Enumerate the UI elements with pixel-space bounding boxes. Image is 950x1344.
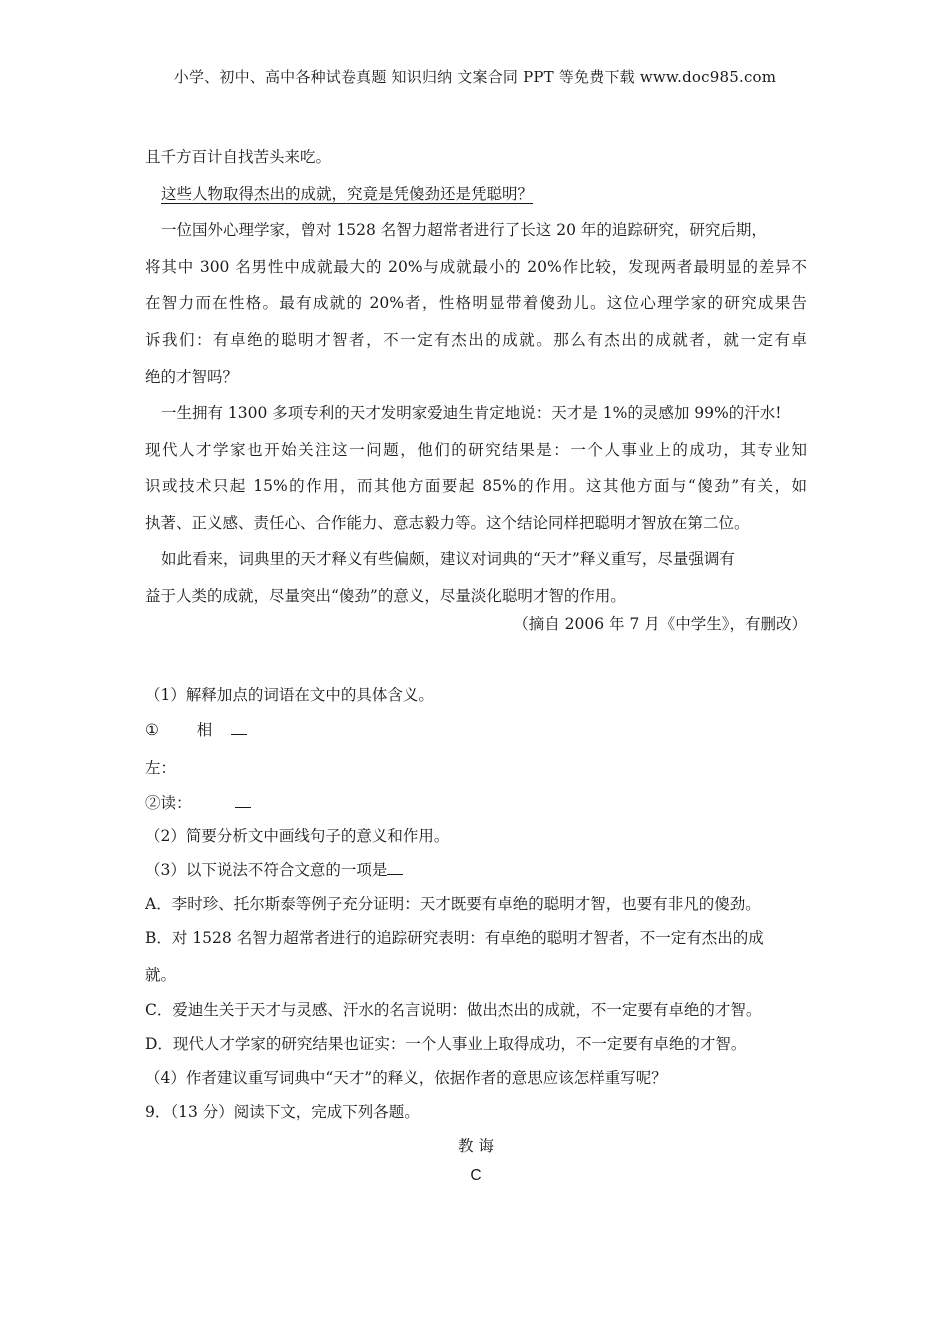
paragraph-line: 一位国外心理学家，曾对 1528 名智力超常者进行了长这 20 年的追踪研究，研究后期， [161,221,767,239]
answer-blank[interactable] [231,720,247,735]
paragraph-line: 绝的才智吗？ [145,368,239,386]
option-a: A．李时珍、托尔斯泰等例子充分证明：天才既要有卓绝的聪明才智，也要有非凡的傻劲。 [145,895,761,913]
item-word: ②读： [145,794,192,812]
underlined-question-sentence [161,182,807,204]
question-2: （2）简要分析文中画线句子的意义和作用。 [145,827,450,845]
source-citation: （摘自 2006 年 7 月《中学生》，有删改） [513,615,807,633]
question-3-text: （3）以下说法不符合文意的一项是 [145,861,388,879]
paragraph-line: 诉我们：有卓绝的聪明才智者，不一定有杰出的成就。那么有杰出的成就者，就一定有卓 [145,331,807,349]
item-word: 相 [196,721,213,739]
question-9: 9．（13 分）阅读下文，完成下列各题。 [145,1103,420,1121]
answer-blank[interactable] [235,793,251,808]
paragraph-line: 益于人类的成就，尽量突出“傻劲”的意义，尽量淡化聪明才智的作用。 [145,587,626,605]
option-d: D．现代人才学家的研究结果也证实：一个人事业上取得成功，不一定要有卓绝的才智。 [145,1035,747,1053]
next-article-title: 教 诲 [458,1137,494,1155]
option-b-cont: 就。 [145,966,177,984]
question-1: （1）解释加点的词语在文中的具体含义。 [145,686,434,704]
page-header: 小学、初中、高中各种试卷真题 知识归纳 文案合同 PPT 等免费下载 www.doc985.com [173,68,777,86]
option-c: C．爱迪生关于天才与灵感、汗水的名言说明：做出杰出的成就，不一定要有卓绝的才智。 [145,1001,762,1019]
paragraph-line: 一生拥有 1300 多项专利的天才发明家爱迪生肯定地说：天才是 1%的灵感加 99%的汗水! [161,404,782,422]
question-3 [145,858,403,880]
next-article-author: C [470,1167,482,1184]
text-line: 且千方百计自找苦头来吃。 [145,148,332,166]
paragraph-line: 将其中 300 名男性中成就最大的 20%与成就最小的 20%作比较，发现两者最明显的差异不 [145,258,807,276]
paragraph-line: 执著、正义感、责任心、合作能力、意志毅力等。这个结论同样把聪明才智放在第二位。 [145,514,750,532]
item-number: ① [145,721,159,739]
paragraph-line: 在智力而在性格。最有成就的 20%者，性格明显带着傻劲儿。这位心理学家的研究成果告 [145,294,807,312]
question-1-item-1-cont: 左： [145,759,177,777]
option-b: B．对 1528 名智力超常者进行的追踪研究表明：有卓绝的聪明才智者，不一定有杰出的成 [145,929,764,947]
answer-blank[interactable] [387,860,403,875]
paragraph-line: 识或技术只起 15%的作用，而其他方面要起 85%的作用。这其他方面与“傻劲”有关，如 [145,477,807,495]
underlined-text: 这些人物取得杰出的成就，究竟是凭傻劲还是凭聪明？ [161,185,534,203]
paragraph-line: 如此看来，词典里的天才释义有些偏颇，建议对词典的“天才”释义重写，尽量强调有 [161,550,735,568]
question-1-item-1 [145,718,247,740]
paragraph-line: 现代人才学家也开始关注这一问题，他们的研究结果是：一个人事业上的成功，其专业知 [145,441,807,459]
question-4: （4）作者建议重写词典中“天才”的释义，依据作者的意思应该怎样重写呢？ [145,1069,667,1087]
question-1-item-2 [145,791,251,813]
